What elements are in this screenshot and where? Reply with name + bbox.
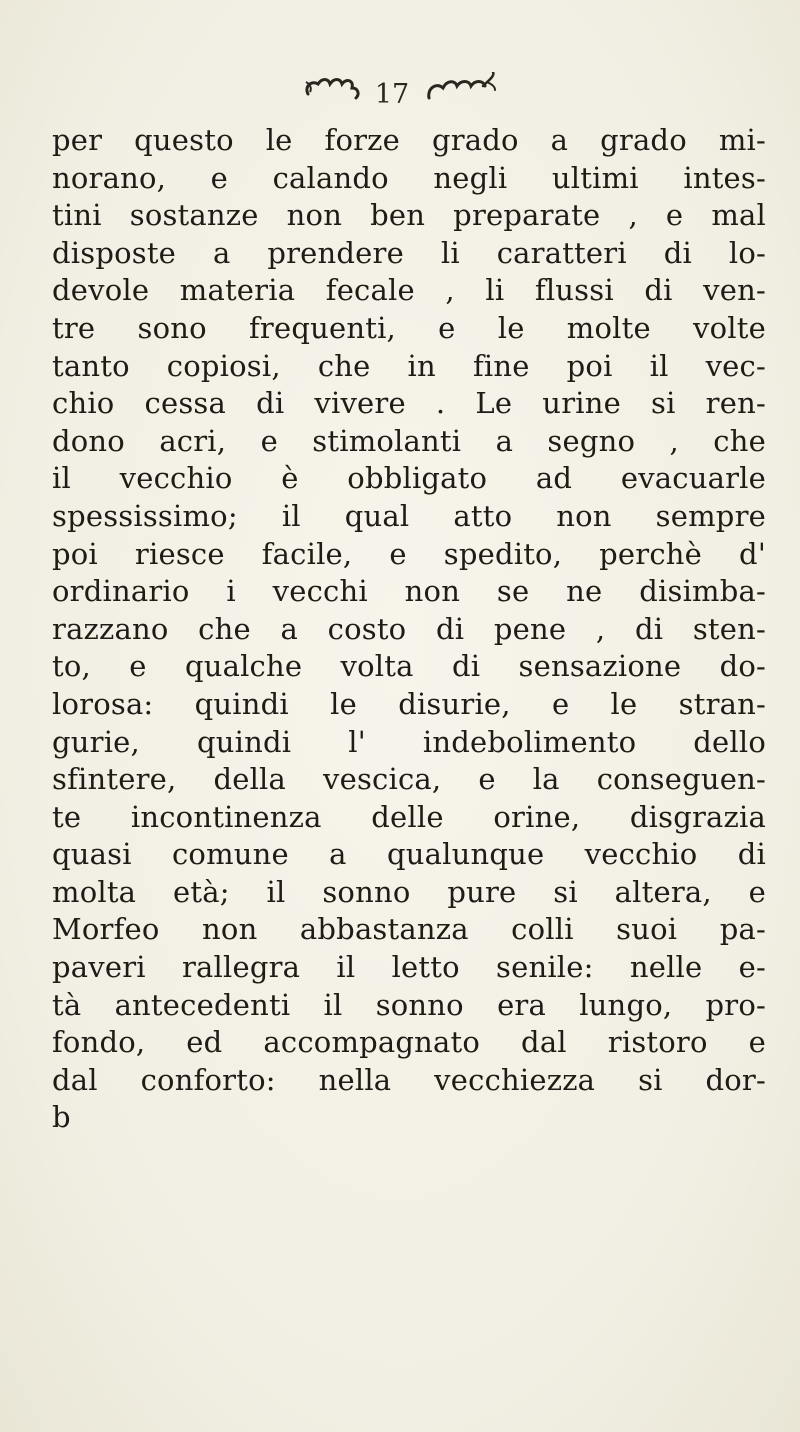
fleuron-left-icon <box>302 72 364 112</box>
text-line: devole materia fecale , li flussi di ven- <box>52 273 766 308</box>
text-line: te incontinenza delle orine, disgrazia <box>52 799 766 834</box>
text-line: paveri rallegra il letto senile: nelle e- <box>52 950 766 985</box>
body-text <box>52 122 766 1137</box>
text-line: spessissimo; il qual atto non sempre <box>52 498 766 533</box>
text-line: razzano che a costo di pene , di sten- <box>52 611 766 646</box>
text-line: tanto copiosi, che in fine poi il vec- <box>52 348 766 383</box>
text-line: to, e qualche volta di sensazione do- <box>52 649 766 684</box>
text-line: per questo le forze grado a grado mi- <box>52 123 766 157</box>
text-line: fondo, ed accompagnato dal ristoro e <box>52 1025 766 1060</box>
text-line: sfintere, della vescica, e la conseguen- <box>52 762 766 797</box>
text-line: tini sostanze non ben preparate , e mal <box>52 198 766 233</box>
text-line: gurie, quindi l' indebolimento dello <box>52 724 766 759</box>
page-header <box>0 72 800 116</box>
text-line: dal conforto: nella vecchiezza si dor- <box>52 1062 766 1097</box>
text-line: molta età; il sonno pure si altera, e <box>52 874 766 909</box>
text-line: quasi comune a qualunque vecchio di <box>52 837 766 872</box>
text-line: ordinario i vecchi non se ne disimba- <box>52 574 766 609</box>
page-number: 17 <box>374 79 410 110</box>
text-line: tre sono frequenti, e le molte volte <box>52 310 766 345</box>
fleuron-right-icon <box>425 72 497 112</box>
text-line: il vecchio è obbligato ad evacuarle <box>52 461 766 496</box>
text-line: tà antecedenti il sonno era lungo, pro- <box>52 987 766 1022</box>
text-line: disposte a prendere li caratteri di lo- <box>52 235 766 270</box>
text-line: Morfeo non abbastanza colli suoi pa- <box>52 912 766 947</box>
text-line: lorosa: quindi le disurie, e le stran- <box>52 686 766 721</box>
text-line: chio cessa di vivere . Le urine si ren- <box>52 386 766 421</box>
text-line: dono acri, e stimolanti a segno , che <box>52 423 766 458</box>
text-line: norano, e calando negli ultimi intes- <box>52 160 766 195</box>
text-line: poi riesce facile, e spedito, perchè d' <box>52 536 766 571</box>
catchword: b <box>52 1100 71 1135</box>
